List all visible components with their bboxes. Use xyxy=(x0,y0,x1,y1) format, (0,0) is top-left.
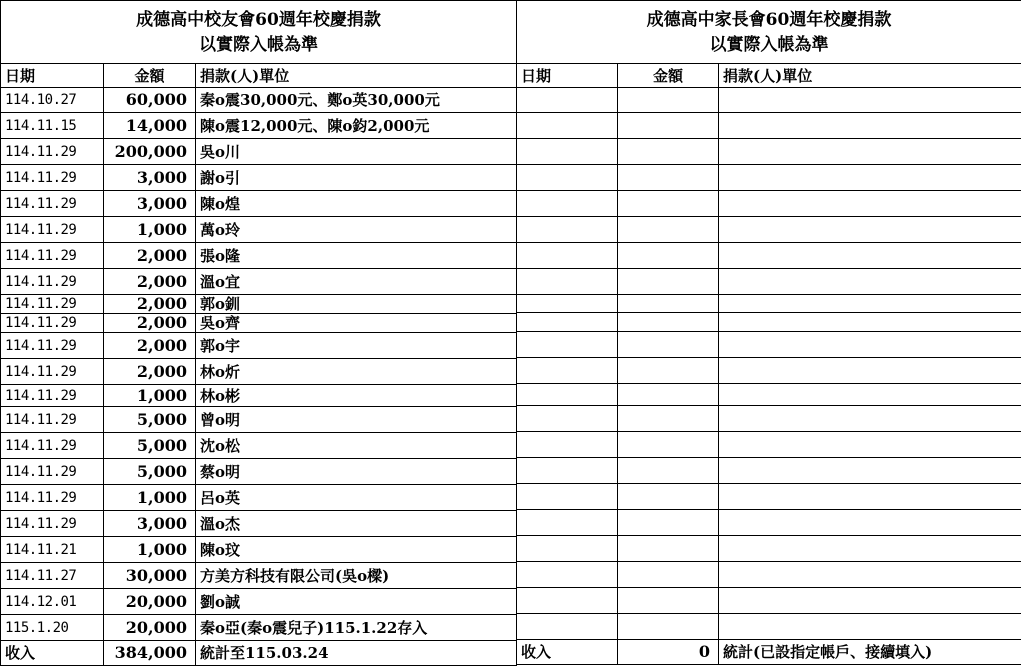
row-date xyxy=(517,165,618,191)
parents-title-line2: 以實際入帳為準 xyxy=(709,35,829,55)
row-date xyxy=(517,243,618,269)
row-date: 114.11.29 xyxy=(1,243,104,269)
table-row xyxy=(1,615,517,641)
row-date xyxy=(517,358,618,384)
row-donor: 吳o川 xyxy=(196,139,517,165)
total-row xyxy=(517,640,1021,665)
row-date: 114.10.27 xyxy=(1,88,104,113)
row-donor xyxy=(719,458,1021,484)
row-amount xyxy=(618,295,719,313)
table-row xyxy=(1,563,517,589)
row-amount xyxy=(618,562,719,588)
row-date xyxy=(517,332,618,358)
row-date xyxy=(517,217,618,243)
row-donor: 謝o引 xyxy=(196,165,517,191)
row-amount xyxy=(618,332,719,358)
row-amount: 60,000 xyxy=(104,88,196,113)
table-row xyxy=(517,562,1021,588)
table-row xyxy=(517,458,1021,484)
row-amount xyxy=(618,113,719,139)
row-date: 114.11.29 xyxy=(1,217,104,243)
row-donor xyxy=(719,191,1021,217)
row-amount: 2,000 xyxy=(104,269,196,295)
row-donor: 劉o誠 xyxy=(196,589,517,615)
row-date: 114.11.29 xyxy=(1,191,104,217)
table-row xyxy=(517,484,1021,510)
row-date xyxy=(517,432,618,458)
header-donor: 捐款(人)單位 xyxy=(719,64,1021,88)
row-amount: 3,000 xyxy=(104,511,196,537)
table-row xyxy=(517,588,1021,614)
table-row xyxy=(517,88,1021,113)
parents-donation-table xyxy=(516,0,1021,665)
row-donor xyxy=(719,313,1021,332)
row-amount: 20,000 xyxy=(104,615,196,641)
row-amount: 2,000 xyxy=(104,243,196,269)
row-amount xyxy=(618,358,719,384)
row-date: 115.1.20 xyxy=(1,615,104,641)
header-amount: 金額 xyxy=(618,64,719,88)
row-date: 114.11.27 xyxy=(1,563,104,589)
table-row xyxy=(517,614,1021,640)
row-amount: 20,000 xyxy=(104,589,196,615)
row-donor xyxy=(719,88,1021,113)
table-row xyxy=(1,314,517,333)
row-amount xyxy=(618,406,719,432)
table-row xyxy=(1,88,517,113)
row-amount: 3,000 xyxy=(104,165,196,191)
row-date: 114.11.29 xyxy=(1,359,104,385)
row-donor xyxy=(719,384,1021,406)
row-donor: 蔡o明 xyxy=(196,459,517,485)
table-row xyxy=(517,510,1021,536)
row-date xyxy=(517,269,618,295)
row-donor xyxy=(719,217,1021,243)
row-date xyxy=(517,484,618,510)
table-row xyxy=(517,295,1021,313)
row-date xyxy=(517,614,618,640)
row-date: 114.11.29 xyxy=(1,165,104,191)
row-donor: 郭o宇 xyxy=(196,333,517,359)
table-row xyxy=(1,589,517,615)
header-date: 日期 xyxy=(1,64,104,88)
alumni-title-line2: 以實際入帳為準 xyxy=(199,35,319,55)
row-donor xyxy=(719,113,1021,139)
table-row xyxy=(1,217,517,243)
row-amount xyxy=(618,536,719,562)
table-row xyxy=(517,191,1021,217)
table-row xyxy=(517,313,1021,332)
row-amount: 14,000 xyxy=(104,113,196,139)
total-amount: 384,000 xyxy=(104,641,196,666)
row-amount xyxy=(618,484,719,510)
row-date: 114.11.29 xyxy=(1,485,104,511)
row-donor: 林o彬 xyxy=(196,385,517,407)
row-amount: 5,000 xyxy=(104,459,196,485)
row-date xyxy=(517,313,618,332)
row-donor: 秦o震30,000元、鄭o英30,000元 xyxy=(196,88,517,113)
row-date: 114.11.29 xyxy=(1,385,104,407)
table-row xyxy=(1,485,517,511)
parents-table-title xyxy=(517,1,1021,64)
row-date: 114.11.29 xyxy=(1,511,104,537)
row-amount: 2,000 xyxy=(104,314,196,333)
row-date: 114.11.29 xyxy=(1,314,104,333)
row-amount xyxy=(618,217,719,243)
row-donor xyxy=(719,269,1021,295)
row-date: 114.11.29 xyxy=(1,139,104,165)
row-donor: 陳o煌 xyxy=(196,191,517,217)
total-amount: 0 xyxy=(618,640,719,665)
row-donor xyxy=(719,614,1021,640)
table-row xyxy=(1,243,517,269)
row-amount xyxy=(618,139,719,165)
row-date: 114.11.29 xyxy=(1,269,104,295)
table-row xyxy=(1,295,517,314)
table-row xyxy=(517,243,1021,269)
row-donor xyxy=(719,243,1021,269)
row-date: 114.11.29 xyxy=(1,433,104,459)
row-amount: 5,000 xyxy=(104,407,196,433)
row-amount xyxy=(618,614,719,640)
row-amount: 1,000 xyxy=(104,485,196,511)
row-amount xyxy=(618,588,719,614)
row-donor: 吳o齊 xyxy=(196,314,517,333)
row-date xyxy=(517,191,618,217)
total-note: 統計至115.03.24 xyxy=(196,641,517,666)
row-date xyxy=(517,562,618,588)
row-donor xyxy=(719,432,1021,458)
table-row xyxy=(517,113,1021,139)
table-row xyxy=(1,139,517,165)
table-row xyxy=(1,269,517,295)
row-amount xyxy=(618,458,719,484)
row-amount: 2,000 xyxy=(104,333,196,359)
table-row xyxy=(517,384,1021,406)
table-row xyxy=(1,407,517,433)
row-donor: 陳o玟 xyxy=(196,537,517,563)
total-note: 統計(已設指定帳戶、接續填入) xyxy=(719,640,1021,665)
alumni-table-title xyxy=(1,1,517,64)
row-donor xyxy=(719,295,1021,313)
row-donor xyxy=(719,562,1021,588)
table-row xyxy=(1,333,517,359)
row-date xyxy=(517,536,618,562)
row-donor: 張o隆 xyxy=(196,243,517,269)
row-amount xyxy=(618,243,719,269)
row-amount: 5,000 xyxy=(104,433,196,459)
row-donor: 陳o震12,000元、陳o鈞2,000元 xyxy=(196,113,517,139)
header-amount: 金額 xyxy=(104,64,196,88)
row-amount: 2,000 xyxy=(104,359,196,385)
row-amount: 2,000 xyxy=(104,295,196,314)
row-donor xyxy=(719,588,1021,614)
alumni-title-line1: 成德高中校友會60週年校慶捐款 xyxy=(136,10,381,30)
row-donor: 溫o杰 xyxy=(196,511,517,537)
table-row xyxy=(1,359,517,385)
row-donor xyxy=(719,510,1021,536)
row-amount xyxy=(618,313,719,332)
row-amount xyxy=(618,384,719,406)
parents-title-line1: 成德高中家長會60週年校慶捐款 xyxy=(646,10,892,30)
table-row xyxy=(1,459,517,485)
row-amount xyxy=(618,165,719,191)
row-donor: 萬o玲 xyxy=(196,217,517,243)
row-date: 114.11.29 xyxy=(1,459,104,485)
row-amount: 1,000 xyxy=(104,385,196,407)
row-donor: 郭o釧 xyxy=(196,295,517,314)
table-row xyxy=(1,537,517,563)
row-date xyxy=(517,88,618,113)
row-donor: 秦o亞(秦o震兒子)115.1.22存入 xyxy=(196,615,517,641)
table-row xyxy=(517,432,1021,458)
table-row xyxy=(517,139,1021,165)
row-date: 114.11.29 xyxy=(1,407,104,433)
table-row xyxy=(1,433,517,459)
row-amount xyxy=(618,191,719,217)
row-amount xyxy=(618,269,719,295)
row-amount: 200,000 xyxy=(104,139,196,165)
row-date: 114.12.01 xyxy=(1,589,104,615)
table-row xyxy=(517,332,1021,358)
table-row xyxy=(1,385,517,407)
row-date: 114.11.21 xyxy=(1,537,104,563)
row-date xyxy=(517,510,618,536)
row-donor xyxy=(719,484,1021,510)
row-donor xyxy=(719,165,1021,191)
row-date xyxy=(517,588,618,614)
row-date xyxy=(517,384,618,406)
row-donor xyxy=(719,536,1021,562)
row-amount: 1,000 xyxy=(104,537,196,563)
row-amount xyxy=(618,88,719,113)
row-donor: 方美方科技有限公司(吳o樑) xyxy=(196,563,517,589)
row-date: 114.11.15 xyxy=(1,113,104,139)
table-row xyxy=(517,217,1021,243)
header-donor: 捐款(人)單位 xyxy=(196,64,517,88)
row-date: 114.11.29 xyxy=(1,295,104,314)
row-amount: 1,000 xyxy=(104,217,196,243)
row-donor: 呂o英 xyxy=(196,485,517,511)
row-amount: 3,000 xyxy=(104,191,196,217)
table-row xyxy=(1,165,517,191)
table-row xyxy=(1,113,517,139)
row-donor: 沈o松 xyxy=(196,433,517,459)
row-date xyxy=(517,458,618,484)
row-donor xyxy=(719,406,1021,432)
table-row xyxy=(1,191,517,217)
total-label: 收入 xyxy=(517,640,618,665)
row-donor: 溫o宜 xyxy=(196,269,517,295)
row-donor: 曾o明 xyxy=(196,407,517,433)
row-date xyxy=(517,113,618,139)
header-date: 日期 xyxy=(517,64,618,88)
table-row xyxy=(1,511,517,537)
row-date xyxy=(517,406,618,432)
total-row xyxy=(1,641,517,666)
row-donor xyxy=(719,332,1021,358)
row-date xyxy=(517,295,618,313)
total-label: 收入 xyxy=(1,641,104,666)
table-row xyxy=(517,358,1021,384)
row-donor xyxy=(719,139,1021,165)
table-row xyxy=(517,406,1021,432)
row-amount xyxy=(618,510,719,536)
table-row xyxy=(517,269,1021,295)
row-amount xyxy=(618,432,719,458)
row-donor xyxy=(719,358,1021,384)
row-donor: 林o炘 xyxy=(196,359,517,385)
table-row xyxy=(517,536,1021,562)
row-date: 114.11.29 xyxy=(1,333,104,359)
row-amount: 30,000 xyxy=(104,563,196,589)
row-date xyxy=(517,139,618,165)
table-row xyxy=(517,165,1021,191)
